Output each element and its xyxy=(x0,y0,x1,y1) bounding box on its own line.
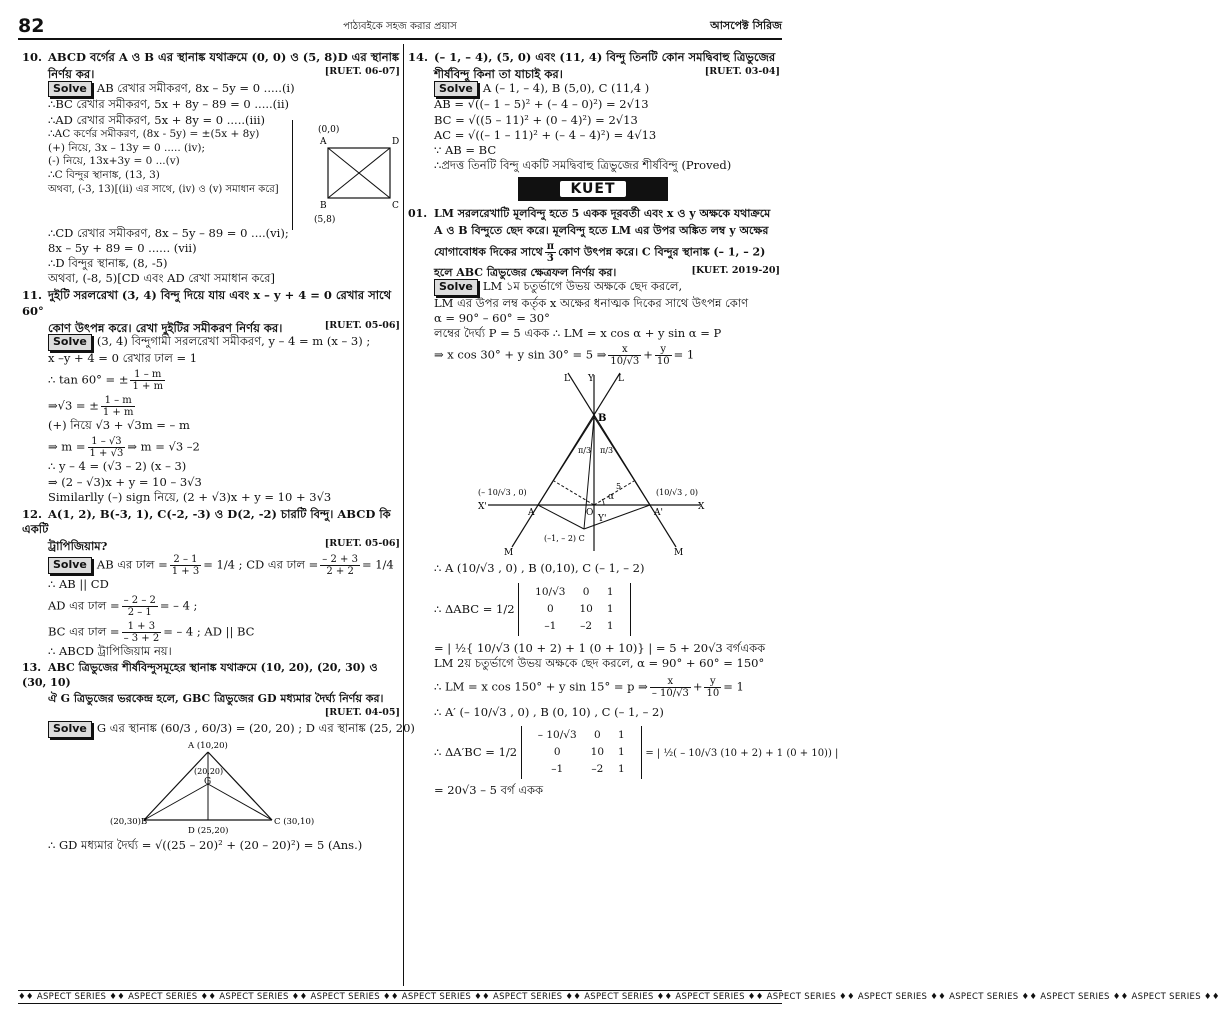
svg-text:Y': Y' xyxy=(598,514,607,525)
kuet-question-01: 01. LM সরলরেখাটি মূলবিন্দু হতে 5 একক দূরবর্তী এবং x ও y অক্ষকে যথাক্রমে A ও B বিন্দুতে ছেদ করে। মূলবিন্দু হতে LM এর উপর অঙ্কিত লম্ব y অক্ষের যোগাবোধক দিকের সাথে $\frac{\pi}{3}$ কোণ উৎপন্ন করে। C বিন্দুর স্থানাঙ্ক (– 1, – 2) হলে ABC ত্রিভুজের ক্ষেত্রফল নির্ণয় কর। [KUET. 2019-20] Solve LM ১ম চতুর্ভাগে উভয় অক্ষকে ছেদ করলে, LM এর উপর লম্ব কর্তৃক x অক্ষের ধনাত্মক দিকের সাথে উৎপন্ন কোণ α = 90° – 60° = 30° লম্বের দৈর্ঘ্য P = 5 একক ∴ LM = x cos α + y sin α = P ⇒ x cos 30° + y sin 30° = 5 ⇒ $\frac{x}{10/√3}$ + $\frac{y}{10}$ = 1 L Y L B π/3 π/3 α 5 (– 10/√3 , 0) (10/√3 , 0) X' X A O A' Y' M M (–1, – 2) C ∴ A (10/√3 , 0) , B (0,10), C (– 1, – 2) ∴ ΔABC = 1/2 10/√3 0 1 0 10 1 –1 –2 1 = | ½{ 10/√3 (10 + 2) + 1 (0 + 10)} | = 5 + 20√3 বর্গএকক LM 2য় চতুর্ভাগে উভয় অক্ষকে ছেদ করলে, α = 90° + 60° = 150° ∴ LM = x cos 150° + y sin 15° = p ⇒ $\frac{x}{- 10/√3}$ + $\frac{y}{10}$ = 1 ∴ A′ (– 10/√3 , 0) , B (0, 10) , C (– 1, – 2) ∴ ΔA′BC = 1/2 – 10/√3 0 1 0 10 1 –1 –2 1 = | ½( – 10/√3 (10 + 2) + 1 (0 + 10)) | = 20√3 – 5 বর্গ একক xyxy=(408,207,839,798)
page-footer: ♦♦ ASPECT SERIES ♦♦ ASPECT SERIES ♦♦ ASPECT SERIES ♦♦ ASPECT SERIES ♦♦ ASPECT SERIES ♦♦ ASPECT SERIES ♦♦ ASPECT SERIES ♦♦ ASPECT SERIES ♦♦ ASPECT SERIES ♦♦ ASPECT SERIES ♦♦ ASPECT SERIES ♦♦ ASPECT SERIES ♦♦ ASPECT SERIES ♦♦ xyxy=(18,992,1220,1002)
square-figure xyxy=(294,118,402,230)
matrix-cell: –1 xyxy=(551,763,564,776)
svg-text:A': A' xyxy=(654,508,663,519)
svg-text:D: D xyxy=(392,136,400,147)
question-reference: [RUET. 03-04] xyxy=(704,66,780,78)
solve-badge: Solve xyxy=(48,81,92,98)
svg-text:X': X' xyxy=(478,502,487,513)
matrix-cell: 1 xyxy=(618,763,625,776)
svg-text:(10/√3 , 0): (10/√3 , 0) xyxy=(656,488,699,498)
question-reference: [RUET. 05-06] xyxy=(324,319,400,331)
svg-text:(– 10/√3 , 0): (– 10/√3 , 0) xyxy=(478,488,527,498)
matrix-cell: 10/√3 xyxy=(535,585,566,598)
matrix-cell: 1 xyxy=(606,602,614,615)
svg-text:X: X xyxy=(698,502,705,513)
solve-badge: Solve xyxy=(434,81,478,98)
svg-text:C: C xyxy=(392,200,399,211)
svg-text:Y: Y xyxy=(588,374,594,385)
svg-text:O: O xyxy=(586,508,594,519)
question-10: 10. ABCD বর্গের A ও B এর স্থানাঙ্ক যথাক্রমে (0, 0) ও (5, 8)D এর স্থানাঙ্ক নির্ণয় কর। [RUET. 06-07] Solve AB রেখার সমীকরণ, 8x – 5y = 0 .....(i) ∴BC রেখার সমীকরণ, 5x + 8y – 89 = 0 .....(ii) ∴AD রেখার সমীকরণ, 5x + 8y = 0 .....(iii) ∴AC কর্ণের সমীকরণ, (8x - 5y) = ±(5x + 8y) (+) নিয়ে, 3x – 13y = 0 ..... (iv); (-) নিয়ে, 13x+3y = 0 ...(v) ∴C বিন্দুর স্থানাঙ্ক, (13, 3) অথবা, (-3, 13)[(ii) এর সাথে, (iv) ও (v) সমাধান করে] (0,0) A D B C (5,8) ∴CD রেখার সমীকরণ, 8x – 5y – 89 = 0 ....(vi); 8x – 5y + 89 = 0 ...... (vii) ∴D বিন্দুর স্থানাঙ্ক, (8, -5) অথবা, (-8, 5)[CD এবং AD রেখা সমাধান করে] xyxy=(22,50,400,286)
svg-text:π/3: π/3 xyxy=(578,446,592,456)
svg-text:(–1, – 2) C: (–1, – 2) C xyxy=(544,534,585,544)
determinant-matrix xyxy=(521,726,642,780)
question-11: 11. দুইটি সরলরেখা (3, 4) বিন্দু দিয়ে যায় এবং x – y + 4 = 0 রেখার সাথে 60° কোণ উৎপন্ন করে। রেখা দুইটির সমীকরণ নির্ণয় কর। [RUET. 05-06] Solve (3, 4) বিন্দুগামী সরলরেখা সমীকরণ, y – 4 = m (x – 3) ; x –y + 4 = 0 রেখার ঢাল = 1 ∴ tan 60° = ± $\frac{1 - m}{1 + m}$ ⇒√3 = ± $\frac{1 - m}{1 + m}$ (+) নিয়ে √3 + √3m = – m ⇒ m = $\frac{1 - √3}{1 + √3}$ ⇒ m = √3 –2 ∴ y – 4 = (√3 – 2) (x – 3) ⇒ (2 – √3)x + y = 10 – 3√3 Similarlly (–) sign নিয়ে, (2 + √3)x + y = 10 + 3√3 xyxy=(22,288,400,504)
question-12: 12. A(1, 2), B(-3, 1), C(-2, -3) ও D(2, -2) চারটি বিন্দু। ABCD কি একটি ট্রাপিজিয়াম? [RUET. 05-06] Solve AB এর ঢাল = $\frac{2 - 1}{1 + 3}$ = 1/4 ; CD এর ঢাল = $\frac{- 2 + 3}{2 + 2}$ = 1/4 ∴ AB || CD AD এর ঢাল = $\frac{- 2 - 2}{2 - 1}$ = – 4 ; BC এর ঢাল = $\frac{1 + 3}{- 3 + 2}$ = – 4 ; AD || BC ∴ ABCD ট্রাপিজিয়াম নয়। xyxy=(22,506,400,659)
triangle-figure xyxy=(110,738,315,838)
matrix-cell: 1 xyxy=(606,585,614,598)
question-reference: [RUET. 05-06] xyxy=(324,538,400,550)
series-name: আসপেক্ট সিরিজ xyxy=(710,19,782,32)
header-tagline: পাঠ্যবইকে সহজ করার প্রয়াস xyxy=(343,21,457,32)
svg-text:A: A xyxy=(528,508,535,519)
matrix-cell: 0 xyxy=(593,728,601,741)
matrix-cell: 0 xyxy=(582,585,590,598)
svg-text:π/3: π/3 xyxy=(600,446,614,456)
svg-text:M: M xyxy=(504,548,514,559)
question-reference: [RUET. 06-07] xyxy=(324,66,400,78)
question-14: 14. (– 1, – 4), (5, 0) এবং (11, 4) বিন্দু তিনটি কোন সমদ্বিবাহু ত্রিভুজের শীর্ষবিন্দু কিনা তা যাচাই কর। [RUET. 03-04] Solve A (– 1, – 4), B (5,0), C (11,4 ) AB = √((– 1 – 5)² + (– 4 – 0)²) = 2√13 BC = √((5 – 11)² + (0 – 4)²) = 2√13 AC = √((– 1 – 11)² + (– 4 – 4)²) = 4√13 ∵ AB = BC ∴প্রদত্ত তিনটি বিন্দু একটি সমদ্বিবাহু ত্রিভুজের শীর্ষবিন্দু (Proved) xyxy=(408,50,780,173)
svg-text:D (25,20): D (25,20) xyxy=(188,825,229,836)
svg-text:M: M xyxy=(674,548,684,559)
question-13: 13. ABC ত্রিভুজের শীর্ষবিন্দুসমূহের স্থানাঙ্ক যথাক্রমে (10, 20), (20, 30) ও (30, 10) ঐ G ত্রিভুজের ভরকেন্দ্র হলে, GBC ত্রিভুজের GD মধ্যমার দৈর্ঘ্য নির্ণয় কর। [RUET. 04-05] Solve G এর স্থানাঙ্ক (60/3 , 60/3) = (20, 20) ; D এর স্থানাঙ্ক (25, 20) A (10,20) (20,20) G (20,30)B C (30,10) D (25,20) ∴ GD মধ্যমার দৈর্ঘ্য = √((25 – 20)² + (20 – 20)²) = 5 (Ans.) xyxy=(22,661,415,852)
svg-text:(20,20): (20,20) xyxy=(194,766,224,776)
matrix-cell: 1 xyxy=(618,728,625,741)
matrix-cell: 10 xyxy=(590,745,605,758)
solve-badge: Solve xyxy=(48,557,92,574)
svg-text:B: B xyxy=(598,413,607,425)
svg-text:5: 5 xyxy=(616,482,622,492)
matrix-cell: 0 xyxy=(546,602,554,615)
kuet-section-banner: KUET xyxy=(518,177,668,201)
page-number: 82 xyxy=(18,15,45,37)
solve-badge: Solve xyxy=(48,721,92,738)
line-triangle-figure xyxy=(478,369,708,559)
matrix-cell: –1 xyxy=(544,619,557,632)
matrix-cell: –2 xyxy=(580,619,593,632)
column-divider xyxy=(403,44,404,986)
svg-text:(0,0): (0,0) xyxy=(318,124,340,135)
svg-text:A: A xyxy=(320,136,327,147)
svg-text:(5,8): (5,8) xyxy=(314,214,336,225)
solve-badge: Solve xyxy=(434,279,478,296)
matrix-cell: – 10/√3 xyxy=(537,728,577,741)
svg-text:α: α xyxy=(608,492,615,503)
question-reference: [KUET. 2019-20] xyxy=(691,264,780,276)
svg-text:A (10,20): A (10,20) xyxy=(188,740,228,751)
matrix-cell: 1 xyxy=(618,745,625,758)
determinant-matrix xyxy=(518,583,630,637)
matrix-cell: –2 xyxy=(591,763,604,776)
solve-badge: Solve xyxy=(48,334,92,351)
svg-text:L: L xyxy=(564,374,570,385)
question-reference: [RUET. 04-05] xyxy=(324,706,400,718)
left-column xyxy=(22,48,415,853)
svg-text:G: G xyxy=(204,776,212,787)
svg-text:C (30,10): C (30,10) xyxy=(274,816,315,827)
right-column xyxy=(408,48,839,799)
svg-text:(20,30)B: (20,30)B xyxy=(110,816,148,827)
matrix-cell: 0 xyxy=(553,745,561,758)
page-header xyxy=(18,10,782,40)
svg-text:L: L xyxy=(618,374,624,385)
matrix-cell: 1 xyxy=(606,619,614,632)
svg-text:B: B xyxy=(320,200,327,211)
matrix-cell: 10 xyxy=(579,602,593,615)
